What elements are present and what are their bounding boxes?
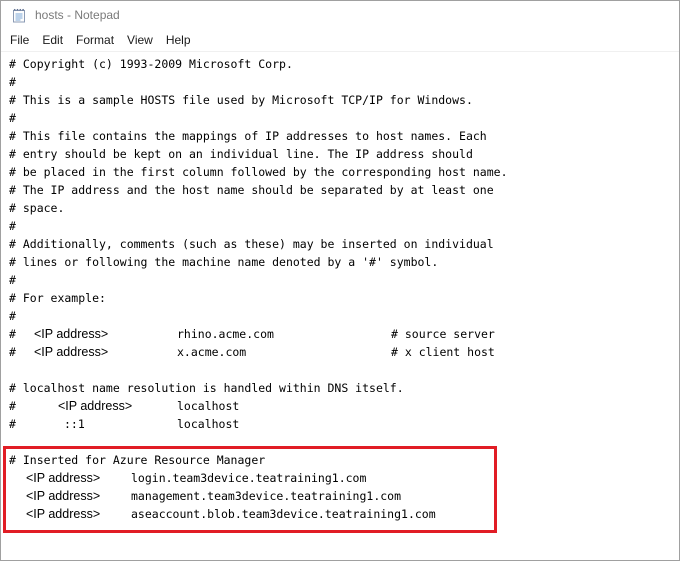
text-segment: # Inserted for Azure Resource Manager <box>9 453 266 467</box>
editor-line <box>9 145 679 163</box>
menu-bar <box>1 29 679 52</box>
editor-line <box>9 451 679 469</box>
menu-item-view[interactable]: View <box>127 33 153 47</box>
text-segment: # <box>9 399 16 413</box>
text-segment: # This is a sample HOSTS file used by Microsoft TCP/IP for Windows. <box>9 93 473 107</box>
text-segment: # <box>9 273 16 287</box>
notepad-icon <box>11 7 27 23</box>
ip-address-placeholder: <IP address> <box>26 507 101 521</box>
menu-item-help[interactable]: Help <box>165 33 191 47</box>
editor-line <box>9 343 679 361</box>
text-segment <box>9 507 26 521</box>
text-segment: ::1 <box>64 417 85 431</box>
text-segment: localhost <box>177 417 240 431</box>
editor-line <box>9 469 679 487</box>
editor-line <box>9 415 679 433</box>
editor-line <box>9 505 679 523</box>
text-segment: x.acme.com <box>177 345 247 359</box>
text-segment: # <box>9 417 16 431</box>
text-segment: # entry should be kept on an individual line. The IP address should <box>9 147 473 161</box>
text-segment: # <box>9 219 16 233</box>
ip-address-placeholder: <IP address> <box>34 327 109 341</box>
text-segment: localhost <box>177 399 240 413</box>
text-segment: # <box>9 345 16 359</box>
text-segment: # This file contains the mappings of IP addresses to host names. Each <box>9 129 487 143</box>
text-segment <box>9 471 26 485</box>
text-segment: # For example: <box>9 291 106 305</box>
text-segment: # <box>9 309 16 323</box>
editor-line <box>9 325 679 343</box>
text-segment: # <box>9 327 16 341</box>
editor-line <box>9 253 679 271</box>
text-segment: # lines or following the machine name denoted by a '#' symbol. <box>9 255 439 269</box>
editor-line <box>9 127 679 145</box>
text-segment: # be placed in the first column followed by the corresponding host name. <box>9 165 508 179</box>
editor-line <box>9 55 679 73</box>
editor-line <box>9 397 679 415</box>
text-segment: # space. <box>9 201 65 215</box>
editor-line <box>9 235 679 253</box>
ip-address-placeholder: <IP address> <box>26 471 101 485</box>
editor-line <box>9 433 679 451</box>
text-segment <box>9 489 26 503</box>
ip-address-placeholder: <IP address> <box>58 399 133 413</box>
editor-line <box>9 199 679 217</box>
editor-line <box>9 73 679 91</box>
text-segment: management.team3device.teatraining1.com <box>131 489 402 503</box>
editor-line <box>9 109 679 127</box>
editor-line <box>9 91 679 109</box>
menu-item-file[interactable]: File <box>10 33 30 47</box>
text-segment: login.team3device.teatraining1.com <box>131 471 367 485</box>
editor-line <box>9 289 679 307</box>
text-segment: # x client host <box>391 345 495 359</box>
ip-address-placeholder: <IP address> <box>26 489 101 503</box>
text-segment: # <box>9 75 16 89</box>
editor-line <box>9 181 679 199</box>
text-segment: rhino.acme.com <box>177 327 274 341</box>
text-segment: # <box>9 111 16 125</box>
text-segment: # The IP address and the host name should be separated by at least one <box>9 183 494 197</box>
editor-line <box>9 271 679 289</box>
text-segment: # source server <box>391 327 495 341</box>
title-bar[interactable] <box>1 1 679 29</box>
editor-line <box>9 307 679 325</box>
editor-content[interactable] <box>1 52 679 523</box>
text-segment: aseaccount.blob.team3device.teatraining1.com <box>131 507 436 521</box>
editor-line <box>9 163 679 181</box>
menu-item-format[interactable]: Format <box>76 33 115 47</box>
text-segment: # Additionally, comments (such as these) may be inserted on individual <box>9 237 494 251</box>
text-segment: # localhost name resolution is handled within DNS itself. <box>9 381 404 395</box>
editor-line <box>9 379 679 397</box>
menu-item-edit[interactable]: Edit <box>42 33 64 47</box>
text-segment: # Copyright (c) 1993-2009 Microsoft Corp. <box>9 57 293 71</box>
window-title: hosts - Notepad <box>35 8 120 22</box>
editor-line <box>9 361 679 379</box>
ip-address-placeholder: <IP address> <box>34 345 109 359</box>
editor-line <box>9 217 679 235</box>
editor-line <box>9 487 679 505</box>
